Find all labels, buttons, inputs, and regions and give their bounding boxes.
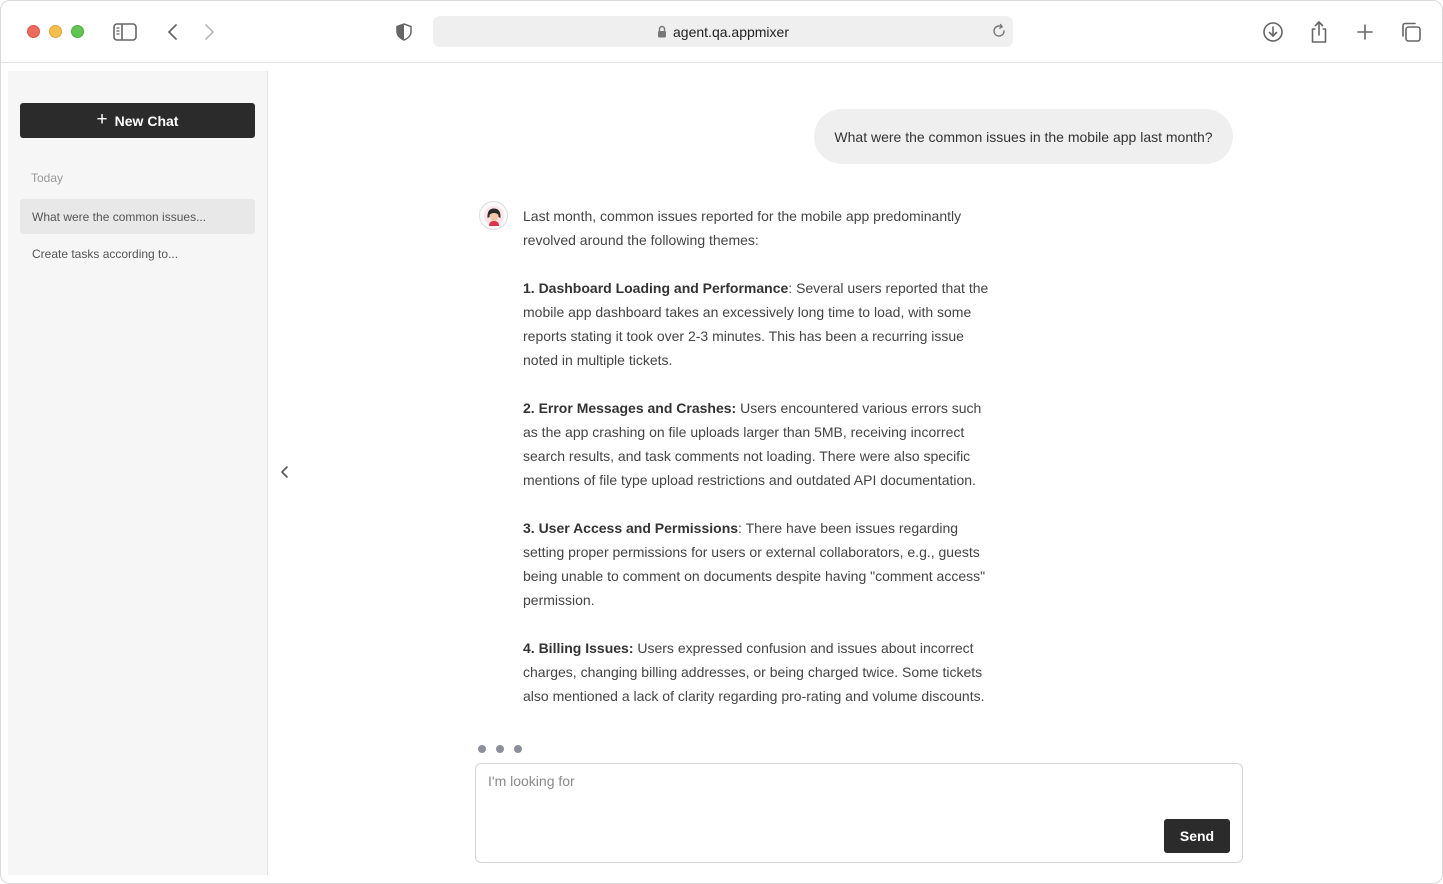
history-item-label: What were the common issues... xyxy=(32,209,207,224)
close-window-button[interactable] xyxy=(27,25,40,38)
send-label: Send xyxy=(1179,828,1215,844)
user-message-text: What were the common issues in the mobile app last month? xyxy=(834,128,1213,145)
point-separator: : xyxy=(788,280,797,296)
lock-icon xyxy=(657,25,667,38)
send-button[interactable] xyxy=(1164,819,1230,853)
address-bar[interactable] xyxy=(433,16,1013,47)
answer-point-2 xyxy=(523,396,993,492)
collapse-sidebar-button[interactable] xyxy=(276,463,292,481)
point-title: 1. Dashboard Loading and Performance xyxy=(523,280,789,296)
plus-icon[interactable] xyxy=(1352,19,1378,45)
zoom-window-button[interactable] xyxy=(71,25,84,38)
point-text: Users encountered various errors such as the app crashing on file uploads larger than 5MB, receiving incorrect search results, and task comments not loading. There were also specific mentions of file type upload restrictions and outdated API documentation. xyxy=(523,400,982,488)
share-icon[interactable] xyxy=(1306,19,1332,45)
browser-toolbar xyxy=(1,1,1442,63)
reload-icon[interactable] xyxy=(991,23,1007,42)
point-title: 3. User Access and Permissions xyxy=(523,520,739,536)
new-chat-button[interactable] xyxy=(20,103,255,138)
shield-icon[interactable] xyxy=(391,19,417,45)
tabs-icon[interactable] xyxy=(1398,19,1424,45)
new-chat-label: New Chat xyxy=(114,112,179,129)
minimize-window-button[interactable] xyxy=(49,25,62,38)
answer-point-1 xyxy=(523,276,993,372)
chevron-left-icon xyxy=(280,465,289,479)
agent-avatar-icon xyxy=(479,201,508,230)
typing-dot xyxy=(478,745,486,753)
typing-indicator xyxy=(478,745,522,753)
url-text: agent.qa.appmixer xyxy=(673,23,789,40)
assistant-message xyxy=(523,204,993,732)
point-separator: : xyxy=(738,520,746,536)
point-title: 4. Billing Issues: xyxy=(523,640,634,656)
download-icon[interactable] xyxy=(1260,19,1286,45)
history-item-common-issues[interactable] xyxy=(20,199,255,234)
point-text: Several users reported that the mobile app dashboard takes an excessively long time to load, with some reports stating it took over 2-3 minutes. This has been a recurring issue noted in multiple tickets. xyxy=(523,280,989,368)
answer-intro: Last month, common issues reported for the mobile app predominantly revolved around the following themes: xyxy=(523,208,962,248)
chevron-left-icon[interactable] xyxy=(160,19,186,45)
history-item-create-tasks[interactable] xyxy=(20,236,255,271)
point-title: 2. Error Messages and Crashes: xyxy=(523,400,737,416)
plus-icon: + xyxy=(96,108,108,130)
point-text: There have been issues regarding setting proper permissions for users or external collaborators, e.g., guests being unable to comment on documents despite having "comment access" permission. xyxy=(523,520,986,608)
user-message xyxy=(814,109,1233,164)
typing-dot xyxy=(514,745,522,753)
chevron-right-icon[interactable] xyxy=(196,19,222,45)
answer-point-3 xyxy=(523,516,993,612)
history-section-label: Today xyxy=(31,171,64,185)
point-text: Users expressed confusion and issues about incorrect charges, changing billing addresses, or being charged twice. Some tickets also mentioned a lack of clarity regarding pro-rating and volume discounts. xyxy=(523,640,985,704)
sidebar-icon[interactable] xyxy=(112,19,138,45)
message-composer xyxy=(475,763,1243,863)
history-item-label: Create tasks according to... xyxy=(32,246,179,261)
chat-sidebar xyxy=(8,71,268,875)
message-input[interactable] xyxy=(488,773,1148,813)
answer-point-4 xyxy=(523,636,993,708)
typing-dot xyxy=(496,745,504,753)
